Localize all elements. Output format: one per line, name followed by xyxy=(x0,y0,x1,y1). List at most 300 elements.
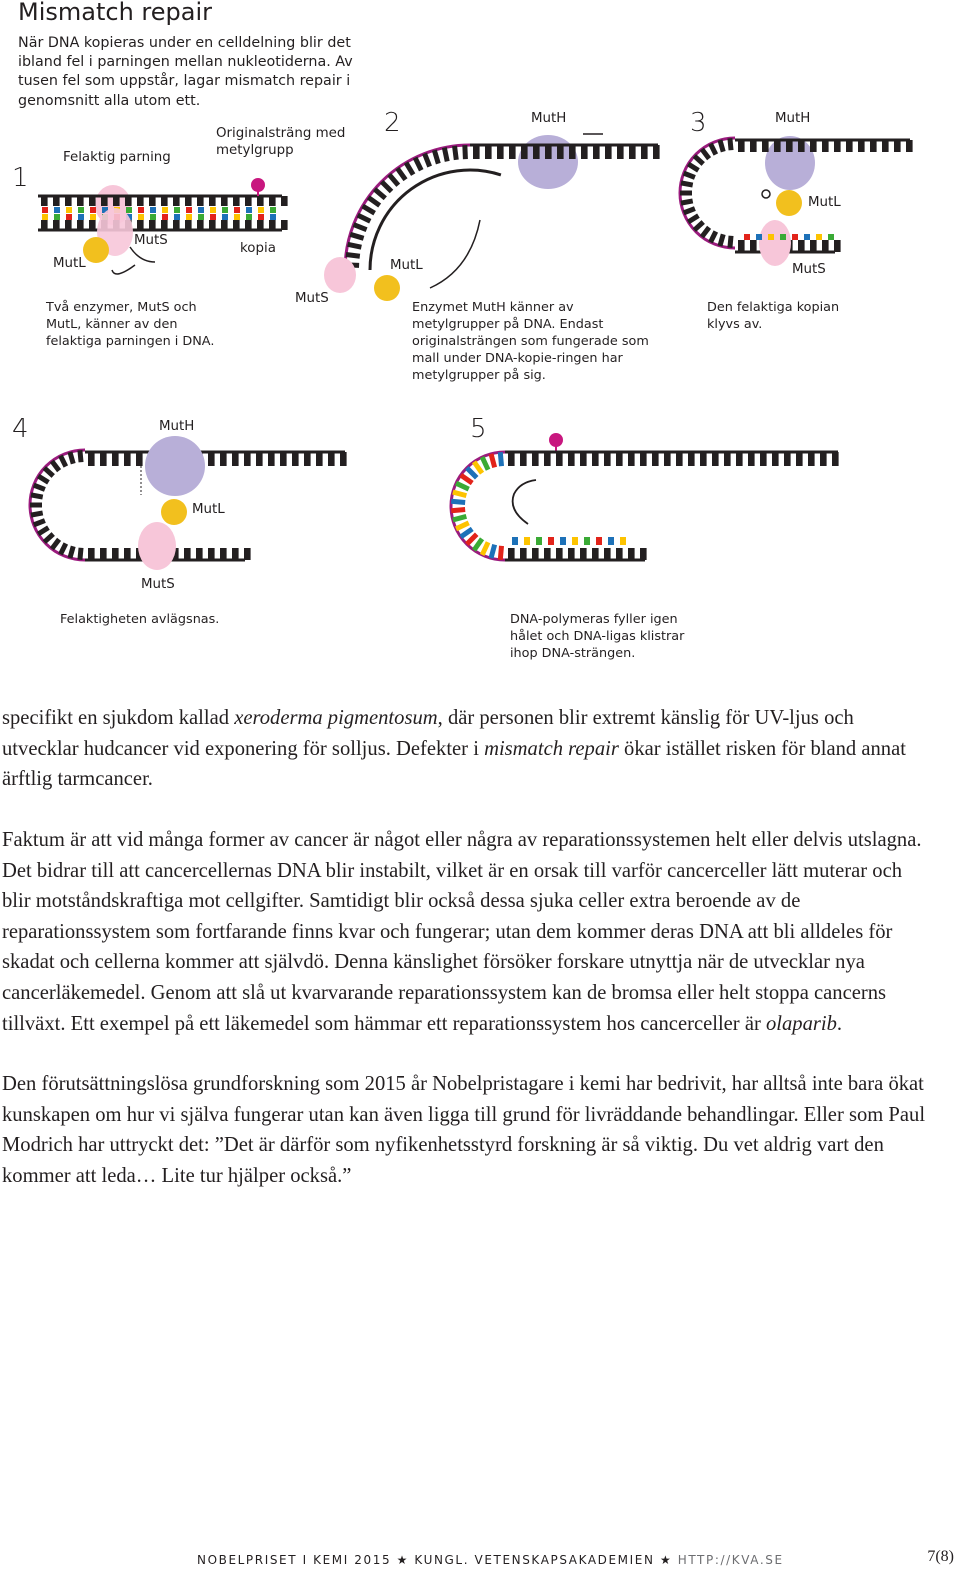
s2-outer-tick xyxy=(434,150,438,163)
s1-bottom-tick xyxy=(173,220,180,230)
s5-arc-tick xyxy=(461,475,472,483)
s4-top-tick xyxy=(232,452,239,466)
s5-arc-tick xyxy=(453,516,467,520)
s4-arc-tick xyxy=(31,495,43,497)
s5-arc-tick xyxy=(482,457,488,470)
s2-top-tick xyxy=(629,145,636,159)
step-4-number: 4 xyxy=(12,414,29,444)
s3-base xyxy=(744,234,750,240)
s4-arc-tick xyxy=(34,521,45,525)
s2-top-tick xyxy=(533,145,540,159)
s1-bottom-tick xyxy=(221,220,228,230)
s5-top-tick xyxy=(760,452,767,466)
caption-step-1: Två enzymer, MutS och MutL, känner av den felaktiga parningen i DNA. xyxy=(46,300,215,349)
s4-top-tick xyxy=(124,452,131,466)
s2-top-tick xyxy=(641,145,648,159)
s3-base xyxy=(792,234,798,240)
s3-arc-tick xyxy=(684,173,695,177)
s5-arc-tick xyxy=(474,539,482,550)
s2-outer-tick xyxy=(465,145,466,159)
s2-outer-tick xyxy=(444,148,447,162)
s3-base xyxy=(768,234,774,240)
figure-title: Mismatch repair xyxy=(18,0,212,26)
s5-base xyxy=(512,537,518,545)
s3-top-tick xyxy=(846,140,853,152)
s1-base xyxy=(198,207,204,213)
s2-outer-tick xyxy=(389,175,398,186)
s5-top-tick xyxy=(784,452,791,466)
s1-base xyxy=(186,207,192,213)
s5-top-tick xyxy=(508,452,515,466)
s4-arc-tick xyxy=(34,485,45,489)
caption-step-2: Enzymet MutH känner av metylgrupper på DNA. Endast originalsträngen som fungerade som mall under DNA-kopie-ringen har metylgrupper på sig. xyxy=(412,300,649,383)
s1-top-tick xyxy=(113,196,120,206)
s4-top-tick xyxy=(304,452,311,466)
s2-outer-tick xyxy=(415,158,421,171)
s1-top-tick xyxy=(233,196,240,206)
s1-base xyxy=(66,207,72,213)
s1-bottom-tick xyxy=(77,220,84,230)
s1-base xyxy=(258,214,264,220)
s5-top-tick xyxy=(616,452,623,466)
s5-top-tick xyxy=(652,452,659,466)
s4-top-tick xyxy=(328,452,335,466)
s5-arc-tick xyxy=(461,529,472,537)
s4-arc-tick xyxy=(44,534,53,542)
s2-top-tick xyxy=(545,145,552,159)
s4-top-tick xyxy=(292,452,299,466)
s5-bottom-tick xyxy=(568,548,575,560)
s3-arc-tick xyxy=(694,222,703,230)
s1-top-tick xyxy=(125,196,132,206)
s1-bottom-tick xyxy=(281,220,288,230)
s5-bottom-tick xyxy=(508,548,515,560)
s4-bottom-tick xyxy=(244,548,251,560)
s5-arc-tick xyxy=(491,454,495,468)
s2-outer-tick xyxy=(382,182,392,192)
s3-arc-tick xyxy=(702,227,709,237)
s3-arc-tick xyxy=(681,183,693,185)
s5-top-tick xyxy=(532,452,539,466)
s4-top-tick xyxy=(100,452,107,466)
s1-base xyxy=(66,214,72,220)
s1-top-tick xyxy=(245,196,252,206)
s3-base xyxy=(828,234,834,240)
step-2-number: 2 xyxy=(384,108,401,138)
label-mutl-2: MutL xyxy=(390,258,423,273)
s5-arc-tick xyxy=(453,492,467,496)
s1-base xyxy=(186,214,192,220)
page-number: 7(8) xyxy=(927,1548,954,1565)
s2-top-tick xyxy=(569,145,576,159)
s1-top-tick xyxy=(77,196,84,206)
s4-arc-tick xyxy=(31,513,43,515)
s1-base xyxy=(78,207,84,213)
label-mutl-4: MutL xyxy=(192,502,225,517)
s5-base xyxy=(536,537,542,545)
s1-top-tick xyxy=(89,196,96,206)
s3-top-tick xyxy=(810,140,817,152)
muth-4-shape xyxy=(145,436,205,496)
s3-bottom-tick xyxy=(750,240,757,252)
s1-bottom-tick xyxy=(161,220,168,230)
s2-top-tick xyxy=(497,145,504,159)
s2-top-tick xyxy=(509,145,516,159)
s2-outer-tick xyxy=(350,234,363,238)
mutl-3-shape xyxy=(776,190,802,216)
s4-arc-tick xyxy=(70,452,73,464)
label-muts-3: MutS xyxy=(792,262,826,277)
s4-top-tick xyxy=(256,452,263,466)
step-3-number: 3 xyxy=(690,108,707,138)
s1-bottom-tick xyxy=(209,220,216,230)
s1-bottom-tick xyxy=(149,220,156,230)
s1-bottom-tick xyxy=(65,220,72,230)
s1-top-tick xyxy=(149,196,156,206)
s1-bottom-tick xyxy=(53,220,60,230)
arrow-1b xyxy=(112,265,135,274)
s1-bottom-tick xyxy=(197,220,204,230)
s3-arc-tick xyxy=(710,231,715,242)
s1-base xyxy=(198,214,204,220)
s5-base xyxy=(524,537,530,545)
s4-bottom-tick xyxy=(100,548,107,560)
s2-top-tick xyxy=(653,145,660,159)
s2-outer-tick xyxy=(397,168,405,179)
s2-outer-tick xyxy=(455,146,457,160)
s1-base xyxy=(90,214,96,220)
step-5-number: 5 xyxy=(470,414,487,444)
s3-top-tick xyxy=(822,140,829,152)
s5-top-tick xyxy=(520,452,527,466)
s3-top-tick xyxy=(762,140,769,152)
arrow-5 xyxy=(513,480,536,524)
s4-bottom-tick xyxy=(88,548,95,560)
s1-top-tick xyxy=(137,196,144,206)
methyl-group-5 xyxy=(549,433,563,447)
s1-base xyxy=(162,214,168,220)
label-mismatch: Felaktig parning xyxy=(63,150,171,165)
caption-step-3: Den felaktiga kopian klyvs av. xyxy=(707,300,840,332)
s5-top-tick xyxy=(796,452,803,466)
s1-base xyxy=(138,207,144,213)
s3-top-tick xyxy=(798,140,805,152)
s5-top-tick xyxy=(664,452,671,466)
s5-arc-tick xyxy=(491,545,495,559)
s3-arc-tick xyxy=(710,144,715,155)
s5-arc-tick xyxy=(467,468,477,478)
s5-arc-tick xyxy=(451,501,465,502)
s3-top-tick xyxy=(906,140,913,152)
s5-arc-tick xyxy=(474,462,482,473)
label-copy: kopia xyxy=(240,241,276,256)
s5-top-tick xyxy=(748,452,755,466)
s5-arc-tick xyxy=(500,452,501,466)
s2-outer-tick xyxy=(358,215,371,221)
s5-top-tick xyxy=(592,452,599,466)
s5-arc-tick xyxy=(500,546,501,560)
s1-base xyxy=(222,207,228,213)
label-original-strand: Originalsträng med metylgrupp xyxy=(216,126,346,158)
s4-bottom-tick xyxy=(124,548,131,560)
s5-top-tick xyxy=(688,452,695,466)
s1-base xyxy=(162,207,168,213)
s2-outer-tick xyxy=(368,197,379,205)
s1-bottom-tick xyxy=(185,220,192,230)
s1-bottom-tick xyxy=(245,220,252,230)
s1-base xyxy=(54,214,60,220)
s5-arc-tick xyxy=(451,509,465,510)
s4-top-tick xyxy=(88,452,95,466)
figure-intro: När DNA kopieras under en celldelning blir det ibland fel i parningen mellan nukleotiderna. Av tusen fel som uppstår, lagar mismatch repair i genomsnitt alla utom ett. xyxy=(18,35,353,109)
s5-base xyxy=(560,537,566,545)
s2-top-tick xyxy=(593,145,600,159)
s5-top-tick xyxy=(676,452,683,466)
s3-base xyxy=(780,234,786,240)
s1-top-tick xyxy=(281,196,288,206)
s4-top-tick xyxy=(112,452,119,466)
s5-top-tick xyxy=(724,452,731,466)
label-mutl-3: MutL xyxy=(808,195,841,210)
mutl-1-shape xyxy=(83,237,109,263)
s2-top-tick xyxy=(485,145,492,159)
s1-top-tick xyxy=(173,196,180,206)
s1-base xyxy=(258,207,264,213)
s1-bottom-tick xyxy=(89,220,96,230)
s5-top-tick xyxy=(628,452,635,466)
s1-base xyxy=(54,207,60,213)
label-muth-3: MutH xyxy=(775,111,811,126)
s2-top-tick xyxy=(557,145,564,159)
s4-bottom-tick xyxy=(196,548,203,560)
s3-arc-tick xyxy=(720,234,723,246)
s1-bottom-tick xyxy=(41,220,48,230)
muts-4-shape xyxy=(138,522,176,570)
s5-top-tick xyxy=(640,452,647,466)
s1-base xyxy=(174,207,180,213)
s1-top-tick xyxy=(269,196,276,206)
s4-arc-tick xyxy=(44,468,53,476)
s3-base xyxy=(756,234,762,240)
s4-arc-tick xyxy=(80,548,81,560)
mutl-2-shape xyxy=(374,275,400,301)
s5-base xyxy=(608,537,614,545)
s5-bottom-tick xyxy=(604,548,611,560)
s4-top-tick xyxy=(244,452,251,466)
s1-base xyxy=(234,214,240,220)
s4-top-tick xyxy=(136,452,143,466)
s1-base xyxy=(270,214,276,220)
s1-top-tick xyxy=(197,196,204,206)
s2-top-tick xyxy=(617,145,624,159)
s1-base xyxy=(150,207,156,213)
s5-bottom-tick xyxy=(532,548,539,560)
step-1-number: 1 xyxy=(12,163,29,193)
caption-step-4: Felaktigheten avlägsnas. xyxy=(60,612,220,627)
s3-arc-tick xyxy=(688,164,698,170)
s5-bottom-tick xyxy=(580,548,587,560)
s1-bottom-tick xyxy=(257,220,264,230)
s4-top-tick xyxy=(220,452,227,466)
muts-3-shape xyxy=(759,220,791,266)
s1-base xyxy=(126,207,132,213)
s2-top-tick xyxy=(581,145,588,159)
s1-base xyxy=(42,214,48,220)
s5-top-tick xyxy=(820,452,827,466)
s3-arc-tick xyxy=(694,156,703,164)
s2-outer-tick xyxy=(406,163,413,175)
s1-base xyxy=(222,214,228,220)
body-paragraph-3: Den förutsättningslösa grundforskning som 2015 år Nobelpristagare i kemi har bedrivit, har alltså inte bara ökat kunskapen om hur vi själva fungerar utan kan även ligga till grund för livräddande behandlingar. Eller som Paul Modrich har uttryckt det: ”Det är därför som nyfikenhetsstyrd forskning är så viktig. Du vet aldrig vart den kommer att leda… Lite tur hjälper också.” xyxy=(2,1073,926,1187)
s5-top-tick xyxy=(700,452,707,466)
s5-top-tick xyxy=(568,452,575,466)
scissors-icon xyxy=(762,190,770,198)
label-muts-1: MutS xyxy=(134,233,168,248)
s4-bottom-tick xyxy=(208,548,215,560)
s3-arc-tick xyxy=(688,216,698,222)
s3-bottom-tick xyxy=(738,240,745,252)
s1-base xyxy=(246,214,252,220)
s1-base xyxy=(210,207,216,213)
s5-bottom-tick xyxy=(616,548,623,560)
s4-top-tick xyxy=(208,452,215,466)
label-muts-4: MutS xyxy=(141,577,175,592)
s3-top-tick xyxy=(750,140,757,152)
s1-top-tick xyxy=(53,196,60,206)
s1-top-tick xyxy=(161,196,168,206)
s2-outer-tick xyxy=(354,225,367,230)
s4-bottom-tick xyxy=(112,548,119,560)
s2-outer-tick xyxy=(375,189,386,198)
muts-2-shape xyxy=(324,257,356,293)
s3-top-tick xyxy=(882,140,889,152)
s5-top-tick xyxy=(808,452,815,466)
s1-top-tick xyxy=(65,196,72,206)
s1-bottom-tick xyxy=(233,220,240,230)
s4-arc-tick xyxy=(38,528,48,534)
s5-base xyxy=(596,537,602,545)
s3-top-tick xyxy=(834,140,841,152)
arrow-1a xyxy=(130,247,155,262)
label-muth-2: MutH xyxy=(531,111,567,126)
s3-arc-tick xyxy=(681,201,693,203)
s2-outer-tick xyxy=(425,154,430,167)
s3-top-tick xyxy=(858,140,865,152)
s5-top-tick xyxy=(772,452,779,466)
muth-2-shape xyxy=(518,135,578,189)
s1-base xyxy=(246,207,252,213)
s3-arc-tick xyxy=(730,138,731,150)
s1-top-tick xyxy=(41,196,48,206)
s4-arc-tick xyxy=(70,546,73,558)
s5-top-tick xyxy=(556,452,563,466)
s2-top-tick xyxy=(521,145,528,159)
s3-top-tick xyxy=(786,140,793,152)
s3-arc-tick xyxy=(730,236,731,248)
s2-outer-tick xyxy=(348,244,362,247)
body-paragraph-1: specifikt en sjukdom kallad xeroderma pigmentosum, där personen blir extremt känslig för UV-ljus och utvecklar hudcancer vid exponering för solljus. Defekter i mismatch repair ökar istället risken för bland annat ärftlig tarmcancer. xyxy=(2,707,906,791)
methyl-group-1 xyxy=(251,178,265,192)
s5-bottom-tick xyxy=(520,548,527,560)
s5-bottom-tick xyxy=(640,548,647,560)
s1-base xyxy=(234,207,240,213)
footer-text: NOBELPRISET I KEMI 2015 ★ KUNGL. VETENSKAPSAKADEMIEN ★ xyxy=(197,1553,678,1567)
s1-base xyxy=(150,214,156,220)
s5-bottom-tick xyxy=(628,548,635,560)
s4-arc-tick xyxy=(52,461,59,471)
s5-arc-tick xyxy=(467,534,477,544)
s5-top-tick xyxy=(736,452,743,466)
arrow-2-curve xyxy=(430,220,480,288)
label-muts-2: MutS xyxy=(295,291,329,306)
label-muth-4: MutH xyxy=(159,419,195,434)
s1-bottom-tick xyxy=(269,220,276,230)
s3-bottom-tick xyxy=(822,240,829,252)
s4-arc-tick xyxy=(38,476,48,482)
s4-arc-tick xyxy=(60,543,65,554)
s5-base xyxy=(584,537,590,545)
s3-top-tick xyxy=(774,140,781,152)
s3-arc-tick xyxy=(702,149,709,159)
s5-top-tick xyxy=(580,452,587,466)
s1-bottom-tick xyxy=(137,220,144,230)
s5-bottom-tick xyxy=(556,548,563,560)
s4-bottom-tick xyxy=(220,548,227,560)
s5-top-tick xyxy=(544,452,551,466)
s5-base xyxy=(548,537,554,545)
s5-arc-tick xyxy=(456,523,469,529)
s2-inner-backbone xyxy=(370,170,501,270)
s4-top-tick xyxy=(316,452,323,466)
s3-arc-tick xyxy=(684,209,695,213)
s4-top-tick xyxy=(268,452,275,466)
s4-bottom-tick xyxy=(184,548,191,560)
mismatch-repair-figure xyxy=(0,0,960,680)
label-mutl-1: MutL xyxy=(53,256,86,271)
s1-top-tick xyxy=(221,196,228,206)
s1-base xyxy=(174,214,180,220)
page-footer xyxy=(197,1553,784,1567)
s4-bottom-tick xyxy=(232,548,239,560)
s4-arc-tick xyxy=(80,450,81,462)
s1-top-tick xyxy=(185,196,192,206)
s1-top-tick xyxy=(257,196,264,206)
s2-top-tick xyxy=(605,145,612,159)
s1-base xyxy=(90,207,96,213)
s5-base xyxy=(572,537,578,545)
s5-top-tick xyxy=(604,452,611,466)
s5-bottom-tick xyxy=(544,548,551,560)
s1-top-tick xyxy=(209,196,216,206)
s4-arc-tick xyxy=(60,456,65,467)
s4-arc-tick xyxy=(52,539,59,549)
s5-arc-tick xyxy=(456,483,469,489)
s3-arc-tick xyxy=(720,140,723,152)
s3-top-tick xyxy=(870,140,877,152)
s3-base xyxy=(816,234,822,240)
s2-outer-tick xyxy=(363,206,375,213)
s4-top-tick xyxy=(280,452,287,466)
caption-step-5: DNA-polymeras fyller igen hålet och DNA-ligas klistrar ihop DNA-strängen. xyxy=(510,612,685,661)
s1-base xyxy=(78,214,84,220)
s3-bottom-tick xyxy=(798,240,805,252)
s1-base xyxy=(210,214,216,220)
s1-base xyxy=(42,207,48,213)
footer-link[interactable]: HTTP://KVA.SE xyxy=(677,1553,784,1567)
s2-outer-tick xyxy=(346,255,360,257)
s5-arc-tick xyxy=(482,542,488,555)
s3-top-tick xyxy=(738,140,745,152)
